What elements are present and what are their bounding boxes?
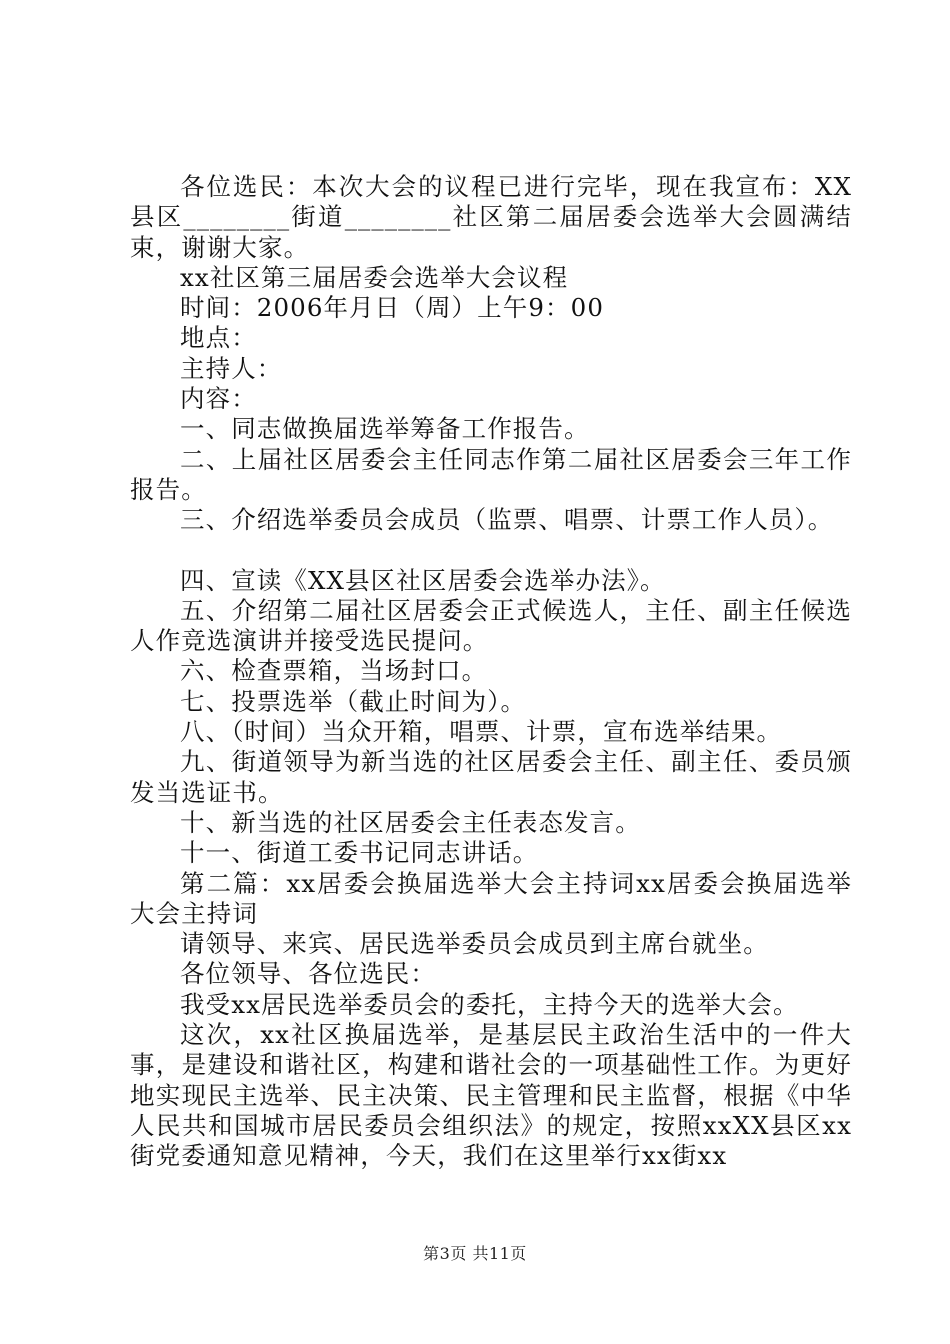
agenda-item-9: 九、街道领导为新当选的社区居委会主任、副主任、委员颁发当选证书。 [130,747,852,807]
agenda-item-10: 十、新当选的社区居委会主任表态发言。 [180,807,641,837]
agenda-item-8: 八、（时间）当众开箱，唱票、计票，宣布选举结果。 [180,717,783,747]
agenda-content-label: 内容： [180,384,257,414]
page-number-footer: 第3页 共11页 [423,1244,527,1263]
agenda-item-2: 二、上届社区居委会主任同志作第二届社区居委会三年工作报告。 [130,444,852,504]
paragraph-invite-stage: 请领导、来宾、居民选举委员会成员到主席台就坐。 [180,929,769,959]
agenda-item-3: 三、介绍选举委员会成员（监票、唱票、计票工作人员）。 [180,505,834,535]
document-body [130,172,852,1172]
agenda-item-6: 六、检查票箱，当场封口。 [180,656,488,686]
agenda-host: 主持人： [180,353,283,383]
paragraph-greeting: 各位领导、各位选民： [180,959,436,989]
agenda-item-11: 十一、街道工委书记同志讲话。 [180,838,539,868]
agenda-item-4: 四、宣读《XX县区社区居委会选举办法》。 [180,565,666,595]
agenda-location: 地点： [180,323,257,353]
section-heading-part-two: 第二篇：xx居委会换届选举大会主持词xx居委会换届选举大会主持词 [130,868,852,928]
agenda-title: xx社区第三届居委会选举大会议程 [180,262,569,292]
agenda-item-1: 一、同志做换届选举筹备工作报告。 [180,414,590,444]
agenda-item-5: 五、介绍第二届社区居委会正式候选人，主任、副主任候选人作竞选演讲并接受选民提问。 [130,595,852,656]
agenda-time: 时间：2006年月日（周）上午9：00 [180,293,605,323]
paragraph-entrusted: 我受xx居民选举委员会的委托，主持今天的选举大会。 [180,989,799,1019]
paragraph-closing-announcement: 各位选民：本次大会的议程已进行完毕，现在我宣布：XX县区________街道________社区第二届居委会选举大会圆满结束，谢谢大家。 [130,172,852,262]
agenda-item-7: 七、投票选举（截止时间为）。 [180,686,527,716]
paragraph-election-significance: 这次，xx社区换届选举，是基层民主政治生活中的一件大事，是建设和谐社区，构建和谐社会的一项基础性工作。为更好地实现民主选举、民主决策、民主管理和民主监督，根据《中华人民共和国城市居民委员会组织法》的规定，按照xxXX县区xx街党委通知意见精神，今天，我们在这里举行xx街xx [130,1020,852,1171]
